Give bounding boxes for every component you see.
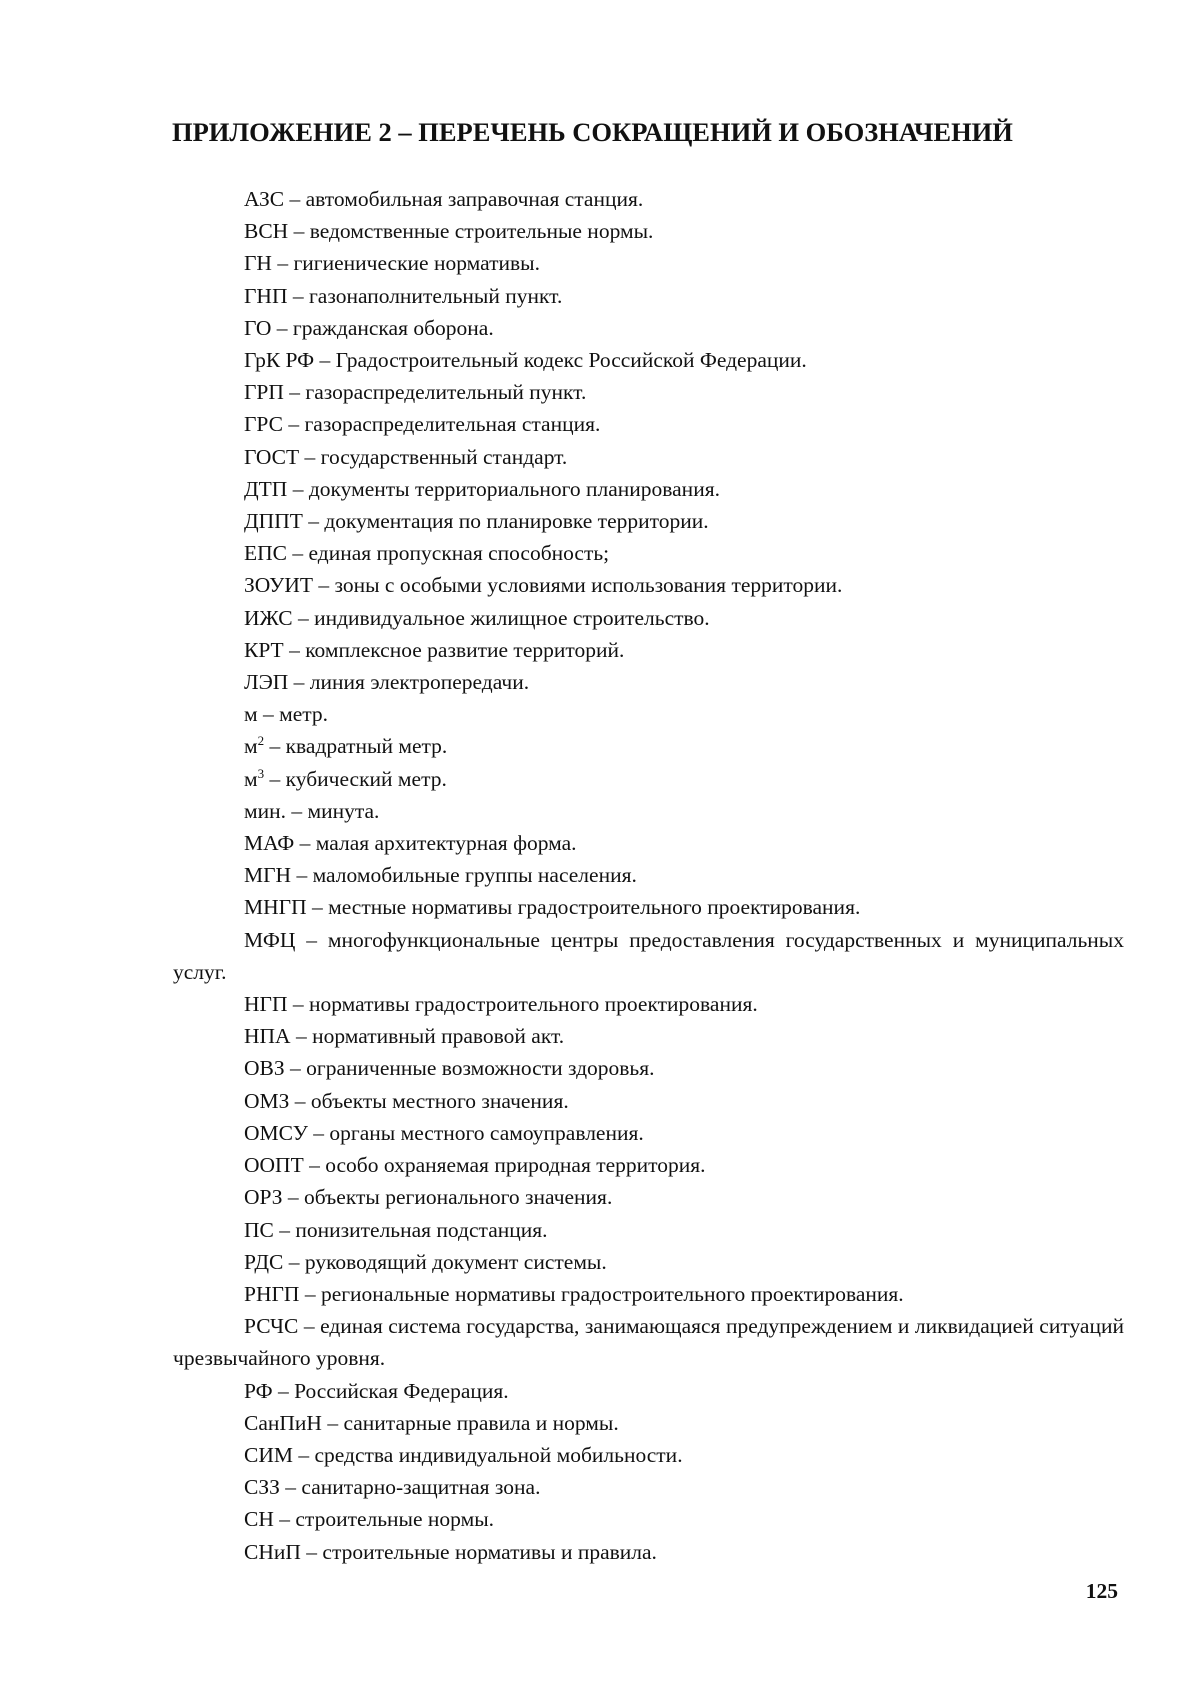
list-item: СНиП – строительные нормативы и правила. xyxy=(244,1539,657,1564)
unit-base: м xyxy=(244,734,258,759)
list-item: КРТ – комплексное развитие территорий. xyxy=(244,637,625,662)
list-item: СЗЗ – санитарно-защитная зона. xyxy=(244,1475,541,1500)
list-item: ОМСУ – органы местного самоуправления. xyxy=(244,1120,644,1145)
list-item: МАФ – малая архитектурная форма. xyxy=(244,831,577,856)
list-item: ЛЭП – линия электропередачи. xyxy=(244,670,530,695)
list-item: ГрК РФ – Градостроительный кодекс Российской Федерации. xyxy=(244,348,807,373)
unit-description: – кубический метр. xyxy=(264,766,447,791)
list-item xyxy=(173,763,1124,795)
list-item: ГНП – газонаполнительный пункт. xyxy=(244,283,563,308)
list-item: МГН – маломобильные группы населения. xyxy=(244,863,637,888)
list-item: МНГП – местные нормативы градостроительного проектирования. xyxy=(244,895,861,920)
list-item: ГН – гигиенические нормативы. xyxy=(244,251,540,276)
list-item: РСЧС – единая система государства, занимающаяся предупреждением и ликвидацией ситуаций чрезвычайного уровня. xyxy=(173,1314,1124,1371)
unit-exponent: 2 xyxy=(257,733,265,749)
list-item: ГО – гражданская оборона. xyxy=(244,315,494,340)
list-item: ООПТ – особо охраняемая природная территория. xyxy=(244,1153,706,1178)
list-item: СанПиН – санитарные правила и нормы. xyxy=(244,1410,619,1435)
list-item: ДТП – документы территориального планирования. xyxy=(244,476,720,501)
abbreviation-list xyxy=(173,183,1124,1568)
unit-description: – квадратный метр. xyxy=(264,734,448,759)
list-item: РФ – Российская Федерация. xyxy=(244,1378,509,1403)
list-item: м – метр. xyxy=(244,702,329,727)
list-item: СН – строительные нормы. xyxy=(244,1507,495,1532)
page-title: ПРИЛОЖЕНИЕ 2 – ПЕРЕЧЕНЬ СОКРАЩЕНИЙ И ОБОЗНАЧЕНИЙ xyxy=(172,117,1013,147)
list-item: ОРЗ – объекты регионального значения. xyxy=(244,1185,613,1210)
list-item: ЕПС – единая пропускная способность; xyxy=(244,541,610,566)
list-item: ГОСТ – государственный стандарт. xyxy=(244,444,568,469)
page-number: 125 xyxy=(1085,1579,1118,1603)
list-item: НГП – нормативы градостроительного проектирования. xyxy=(244,992,758,1017)
list-item: РДС – руководящий документ системы. xyxy=(244,1249,607,1274)
list-item xyxy=(173,730,1124,762)
list-item: ЗОУИТ – зоны с особыми условиями использования территории. xyxy=(244,573,843,598)
unit-exponent: 3 xyxy=(257,765,265,781)
list-item: РНГП – региональные нормативы градостроительного проектирования. xyxy=(244,1281,904,1306)
list-item: ОМЗ – объекты местного значения. xyxy=(244,1088,569,1113)
unit-base: м xyxy=(244,766,258,791)
list-item: ИЖС – индивидуальное жилищное строительство. xyxy=(244,605,710,630)
list-item: ДППТ – документация по планировке территории. xyxy=(244,509,709,534)
list-item: МФЦ – многофункциональные центры предоставления государственных и муниципальных услуг. xyxy=(173,927,1124,984)
list-item: ПС – понизительная подстанция. xyxy=(244,1217,548,1242)
list-item: мин. – минута. xyxy=(244,798,380,823)
list-item: СИМ – средства индивидуальной мобильности. xyxy=(244,1442,683,1467)
list-item: АЗС – автомобильная заправочная станция. xyxy=(244,187,644,211)
list-item: НПА – нормативный правовой акт. xyxy=(244,1024,565,1049)
list-item: ВСН – ведомственные строительные нормы. xyxy=(244,219,654,244)
list-item: ОВЗ – ограниченные возможности здоровья. xyxy=(244,1056,655,1081)
list-item: ГРП – газораспределительный пункт. xyxy=(244,380,587,405)
list-item: ГРС – газораспределительная станция. xyxy=(244,412,601,437)
